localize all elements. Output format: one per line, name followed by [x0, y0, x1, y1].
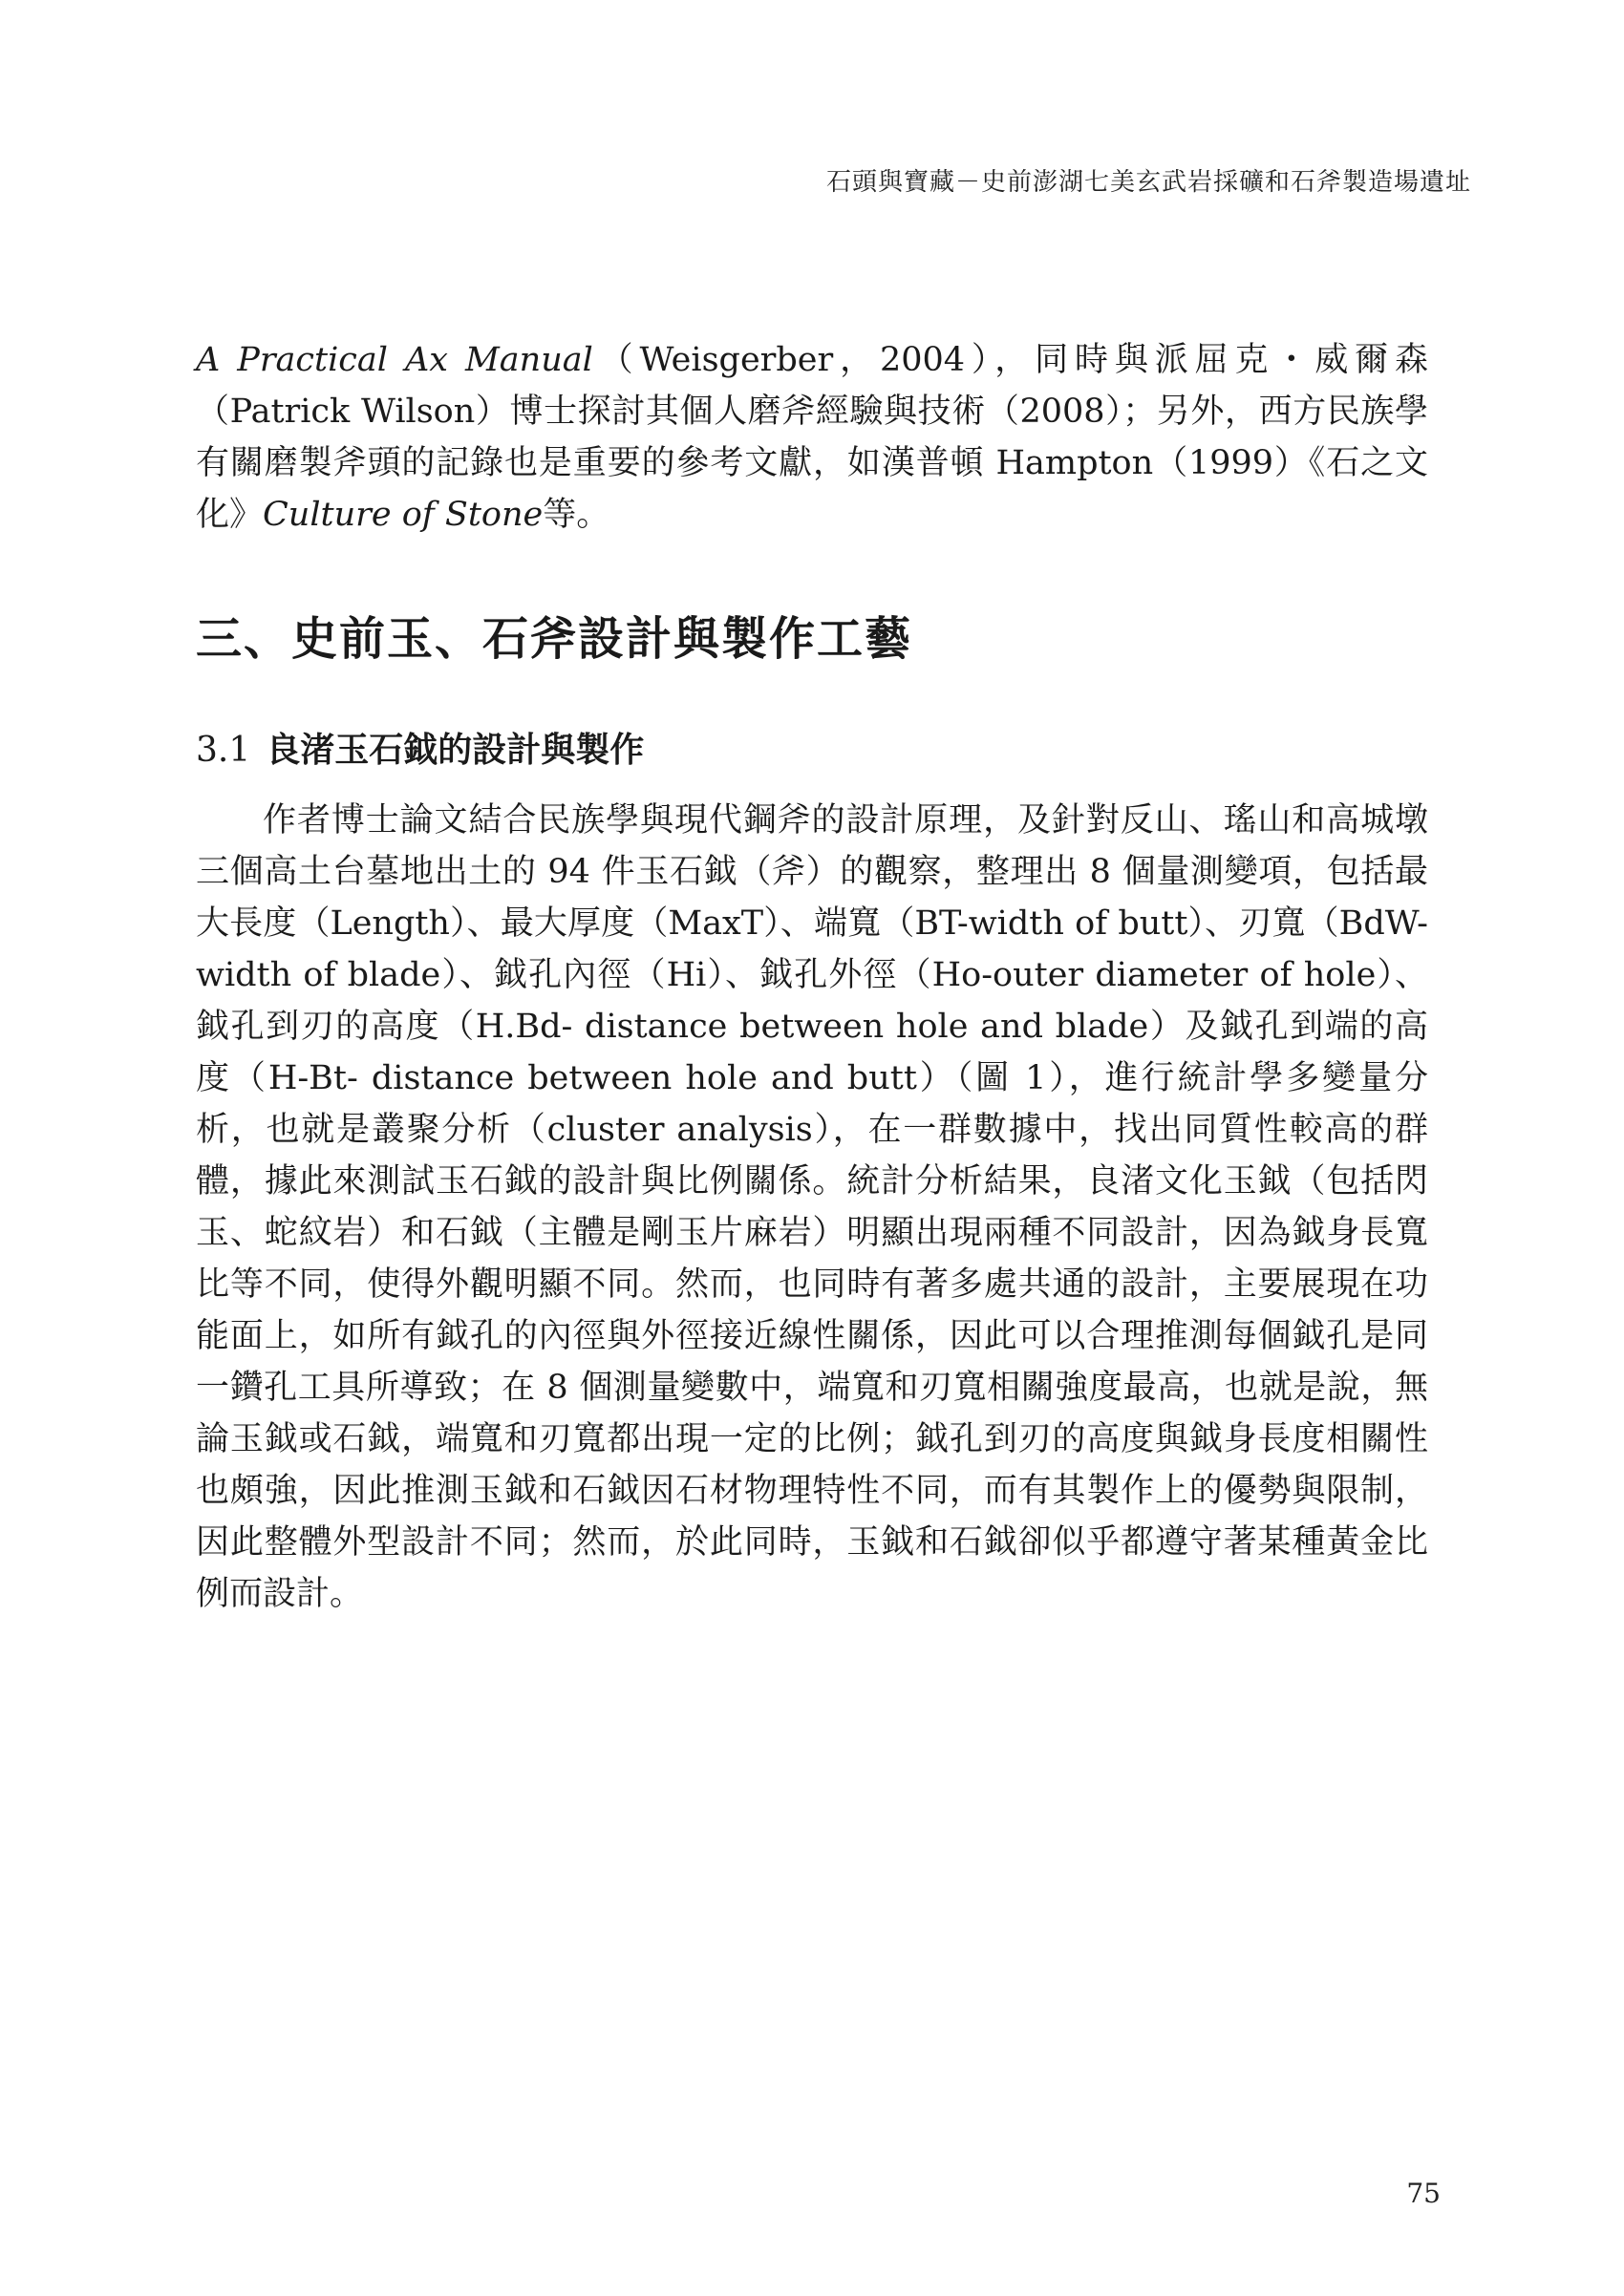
body-paragraph: 作者博士論文結合民族學與現代鋼斧的設計原理，及針對反山、瑤山和高城墩三個高土台墓地出土的 94 件玉石鉞（斧）的觀察，整理出 8 個量測變項，包括最大長度（Length）、最大厚度（MaxT）、端寬（BT-width of butt）、刃寬（BdW- width of blade）、鉞孔內徑（Hi）、鉞孔外徑（Ho-outer diameter of hole）、鉞孔到刃的高度（H.Bd- distance between hole and blade）及鉞孔到端的高度（H-Bt- distance between hole and butt）（圖 1），進行統計學多變量分析，也就是叢聚分析（cluster analysis），在一群數據中，找出同質性較高的群體，據此來測試玉石鉞的設計與比例關係。統計分析結果，良渚文化玉鉞（包括閃玉、蛇紋岩）和石鉞（主體是剛玉片麻岩）明顯出現兩種不同設計，因為鉞身長寬比等不同，使得外觀明顯不同。然而，也同時有著多處共通的設計，主要展現在功能面上，如所有鉞孔的內徑與外徑接近線性關係，因此可以合理推測每個鉞孔是同一鑽孔工具所導致；在 8 個測量變數中，端寬和刃寬相關強度最高，也就是說，無論玉鉞或石鉞，端寬和刃寬都出現一定的比例；鉞孔到刃的高度與鉞身長度相關性也頗強，因此推測玉鉞和石鉞因石材物理特性不同，而有其製作上的優勢與限制，因此整體外型設計不同；然而，於此同時，玉鉞和石鉞卻似乎都遵守著某種黃金比例而設計。 [196, 801, 1428, 1613]
section-heading: 三、史前玉、石斧設計與製作工藝 [196, 612, 913, 666]
intro-paragraph [196, 334, 1428, 541]
page-number: 75 [1406, 2178, 1441, 2209]
culture-of-stone-italic: Culture of Stone [263, 496, 544, 534]
subsection-heading [196, 727, 1428, 774]
intro-text-1: （Weisgerber，2004），同時與派屈克・威爾森（Patrick Wilson）博士探討其個人磨斧經驗與技術（2008）；另外，西方民族學有關磨製斧頭的記錄也是重要的參考文獻，如漢普頓 Hampton（1999）《石之文化》 [196, 341, 1429, 534]
subsection-number: 3.1 [196, 731, 251, 770]
subsection-title: 良渚玉石鉞的設計與製作 [266, 730, 645, 770]
running-header: 石頭與寶藏－史前澎湖七美玄武岩採礦和石斧製造場遺址 [825, 168, 1471, 197]
page-content [196, 334, 1428, 1620]
intro-text-2: 等。 [543, 496, 610, 534]
book-title-italic: A Practical Ax Manual [196, 341, 593, 379]
